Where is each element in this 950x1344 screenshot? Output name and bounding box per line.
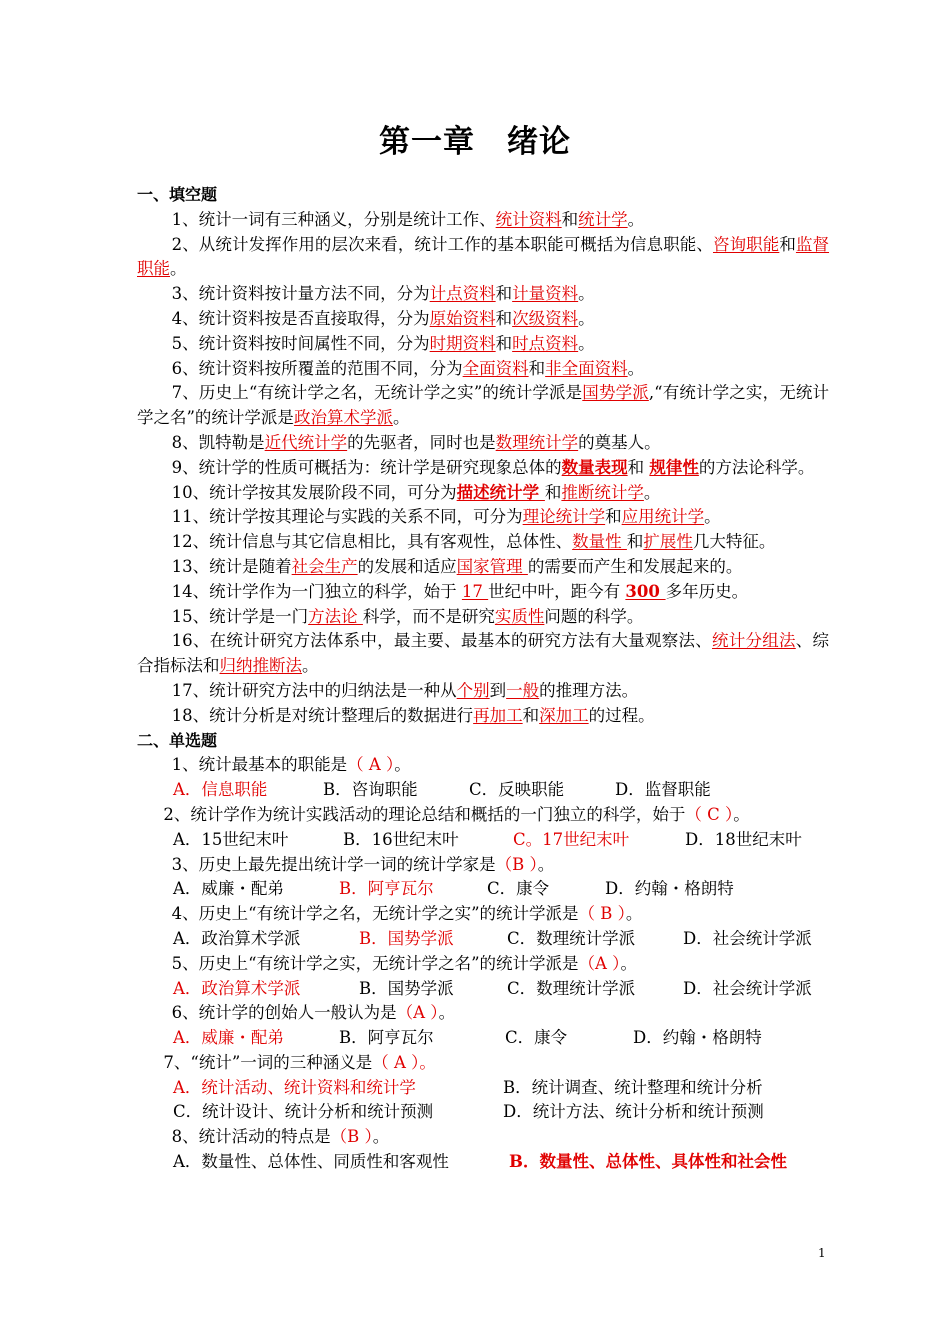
mc-question: 1、统计最基本的职能是（ A ）。 — [171, 755, 411, 775]
fill-question: 4、统计资料按是否直接取得，分为原始资料和次级资料。 — [171, 308, 595, 328]
mc-options: C．统计设计、统计分析和统计预测 D．统计方法、统计分析和统计预测 — [173, 1102, 764, 1122]
mc-question: 7、“统计”一词的三种涵义是（ A ）。 — [163, 1052, 436, 1072]
content — [137, 183, 829, 1175]
fill-question: 14、统计学作为一门独立的科学，始于 17 世纪中叶，距今有 300 多年历史。 — [171, 581, 749, 601]
fill-question: 15、统计学是一门方法论 科学，而不是研究实质性问题的科学。 — [171, 606, 644, 626]
fill-question: 11、统计学按其理论与实践的关系不同，可分为理论统计学和应用统计学。 — [171, 507, 721, 527]
mc-options: A．威廉・配弟 B．阿亨瓦尔 C．康令 D．约翰・格朗特 — [173, 1028, 762, 1048]
page-title: 第一章 绪论 — [379, 124, 571, 160]
mc-question: 2、统计学作为统计实践活动的理论总结和概括的一门独立的科学，始于（ C ）。 — [163, 804, 750, 824]
fill-question: 2、从统计发挥作用的层次来看，统计工作的基本职能可概括为信息职能、咨询职能和监督职能。 — [137, 234, 830, 279]
mc-options: A．信息职能 B．咨询职能 C．反映职能 D．监督职能 — [173, 780, 711, 800]
fill-question: 16、在统计研究方法体系中，最主要、最基本的研究方法有大量观察法、统计分组法、综合指标法和归纳推断法。 — [137, 631, 830, 676]
mc-options: A．15世纪末叶 B．16世纪末叶 C。17世纪末叶 D．18世纪末叶 — [173, 829, 802, 849]
fill-question: 9、统计学的性质可概括为：统计学是研究现象总体的数量表现和 规律性的方法论科学。 — [171, 457, 815, 477]
mc-options: A．统计活动、统计资料和统计学 B．统计调查、统计整理和统计分析 — [173, 1077, 763, 1097]
mc-options: A．威廉・配弟 B．阿亨瓦尔 C．康令 D．约翰・格朗特 — [173, 879, 734, 899]
fill-question: 17、统计研究方法中的归纳法是一种从个别到一般的推理方法。 — [171, 680, 639, 700]
fill-question: 7、历史上“有统计学之名，无统计学之实”的统计学派是国势学派,“有统计学之实，无统计学之名”的统计学派是政治算术学派。 — [137, 383, 830, 428]
fill-question: 12、统计信息与其它信息相比，具有客观性，总体性、数量性 和扩展性几大特征。 — [171, 532, 776, 552]
fill-question: 1、统计一词有三种涵义，分别是统计工作、统计资料和统计学。 — [171, 209, 645, 229]
mc-options: A．政治算术学派 B．国势学派 C．数理统计学派 D．社会统计学派 — [173, 978, 812, 998]
page-number: 1 — [818, 1246, 826, 1260]
mc-question: 6、统计学的创始人一般认为是（A ）。 — [171, 1003, 456, 1023]
section-single-choice: 二、单选题 — [137, 730, 218, 750]
fill-question: 5、统计资料按时间属性不同，分为时期资料和时点资料。 — [171, 333, 595, 353]
mc-question: 4、历史上“有统计学之名，无统计学之实”的统计学派是（ B ）。 — [171, 904, 643, 924]
fill-question: 6、统计资料按所覆盖的范围不同，分为全面资料和非全面资料。 — [171, 358, 645, 378]
fill-question: 13、统计是随着社会生产的发展和适应国家管理 的需要而产生和发展起来的。 — [171, 556, 743, 576]
fill-question: 10、统计学按其发展阶段不同，可分为描述统计学 和推断统计学。 — [171, 482, 661, 502]
mc-question: 3、历史上最先提出统计学一词的统计学家是（B ）。 — [171, 854, 555, 874]
section-fill-in-blank: 一、填空题 — [137, 185, 218, 204]
mc-options: A．数量性、总体性、同质性和客观性 B．数量性、总体性、具体性和社会性 — [173, 1152, 787, 1172]
fill-question: 3、统计资料按计量方法不同，分为计点资料和计量资料。 — [171, 284, 595, 304]
mc-question: 5、历史上“有统计学之实，无统计学之名”的统计学派是（A ）。 — [171, 953, 637, 973]
fill-question: 18、统计分析是对统计整理后的数据进行再加工和深加工的过程。 — [171, 705, 655, 725]
fill-question: 8、凯特勒是近代统计学的先驱者，同时也是数理统计学的奠基人。 — [171, 432, 661, 452]
mc-options: A．政治算术学派 B．国势学派 C．数理统计学派 D．社会统计学派 — [173, 928, 812, 948]
mc-question: 8、统计活动的特点是（B ）。 — [171, 1127, 390, 1147]
